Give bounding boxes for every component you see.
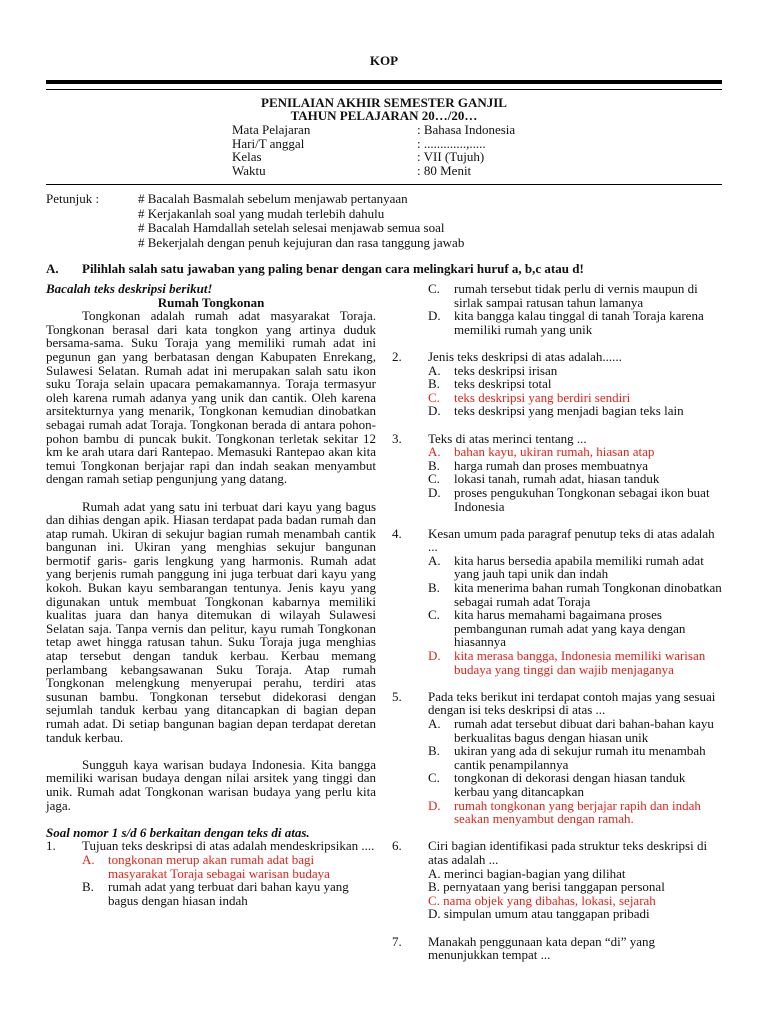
divider [46, 184, 722, 185]
reading-paragraph: Rumah adat yang satu ini terbuat dari kayu yang bagus dan dihias dengan apik. Hiasan terdapat pada badan rumah dan atap rumah. Ukiran di sekujur bagian rumah menambah cantik bangunan ini. Ukiran yang menghias sekujur bangunan bermotif garis- garis lengkung yang harmonis. Rumah adat yang berjenis rumah panggung ini juga terbuat dari kayu yang kokoh. Bukan kayu sembarangan tentunya. Jenis kayu yang digunakan untuk membuat Tongkonan kabarnya memiliki kualitas juara dan hanya ditemukan di wilayah Sulawesi Selatan saja. Tanpa vernis dan pelitur, kayu rumah Tongkonan tetap awet hingga ratusan tahun. Suku Toraja juga menghias atap tersebut dengan tanduk kerbau. Kerbau memang perlambang kebangsawanan Suku Toraja. Atap rumah Tongkonan melengkung menyerupai perahu, terdiri atas susunan bambu. Tongkonan tersebut didekorasi dengan sejumlah tanduk kerbau yang ditancapkan di bagian depan rumah adat. Di setiap bangunan bagian depan terdapat deretan tanduk kerbau. [46, 498, 376, 745]
question-5: 5. Pada teks berikut ini terdapat contoh majas yang sesuai dengan isi teks deskripsi di atas ... A. rumah adat tersebut dibuat dari bahan-bahan kayu berkualitas bagus dengan hiasan unik B. ukiran yang ada di sekujur rumah itu menambah cantik penampilannya C. tongkonan di dekorasi dengan hiasan tanduk kerbau yang ditancapkan D. rumah tongkonan yang berjajar rapih dan indah seakan menyambut dengan ramah. [392, 690, 722, 826]
question-4: 4. Kesan umum pada paragraf penutup teks di atas adalah ... A. kita harus bersedia apabila memiliki rumah adat yang jauh tapi unik dan indah B. kita menerima bahan rumah Tongkonan dinobatkan sebagai rumah adat Toraja C. kita harus memahami bagaimana proses pembangunan rumah adat yang kaya dengan hiasannya D. kita merasa bangga, Indonesia memiliki warisan budaya yang tinggi dan wajib menjaganya [392, 525, 722, 677]
exam-title: PENILAIAN AKHIR SEMESTER GANJIL [261, 95, 507, 110]
option[interactable]: A. kita harus bersedia apabila memiliki rumah adat yang jauh tapi unik dan indah [428, 552, 704, 582]
exam-info [232, 123, 632, 177]
petunjuk-item: # Bacalah Hamdallah setelah selesai menjawab semua soal [138, 220, 445, 235]
question-6: 6. Ciri bagian identifikasi pada struktur teks deskripsi di atas adalah ... A. merinci bagian-bagian yang dilihat B. pernyataan yang berisi tanggapan personal C. nama objek yang dibahas, lokasi, sejarah D. simpulan umum atau tanggapan pribadi [392, 839, 722, 921]
option-correct[interactable]: C. nama objek yang dibahas, lokasi, sejarah [428, 892, 656, 908]
question-7: 7. Manakah penggunaan kata depan “di” yang menunjukkan tempat ... [392, 935, 722, 962]
info-row: Waktu : 80 Menit [232, 162, 472, 178]
question-text: Pada teks berikut ini terdapat contoh majas yang sesuai dengan isi teks deskripsi di atas ... [428, 688, 716, 718]
option[interactable]: C. tongkonan di dekorasi dengan hiasan tanduk kerbau yang ditancapkan [428, 770, 686, 799]
petunjuk-item: # Bacalah Basmalah sebelum menjawab pertanyaan [138, 191, 408, 206]
option-correct[interactable]: C. teks deskripsi yang berdiri sendiri [428, 389, 631, 405]
question-3: 3. Teks di atas merinci tentang ... A. bahan kayu, ukiran rumah, hiasan atap B. harga rumah dan proses membuatnya C. lokasi tanah, rumah adat, hiasan tanduk D. proses pengukuhan Tongkonan sebagai ikon buat Indonesia [392, 432, 722, 514]
info-row: Mata Pelajaran : Bahasa Indonesia [232, 122, 516, 137]
petunjuk-label: Petunjuk : [46, 191, 100, 206]
option[interactable]: A. teks deskripsi irisan [428, 362, 558, 378]
option[interactable]: B. kita menerima bahan rumah Tongkonan dinobatkan sebagai rumah adat Toraja [428, 580, 722, 609]
option-correct[interactable]: A. tongkonan merup akan rumah adat bagi masyarakat Toraja sebagai warisan budaya [82, 851, 330, 881]
question-2: 2. Jenis teks deskripsi di atas adalah...... A. teks deskripsi irisan B. teks deskripsi total C. teks deskripsi yang berdiri sendiri D. teks deskripsi yang menjadi bagian teks lain [392, 350, 722, 418]
question-1-continued [392, 282, 722, 336]
option-correct[interactable]: D. kita merasa bangga, Indonesia memiliki warisan budaya yang tinggi dan wajib menjaganya [428, 648, 706, 677]
kop-header: KOP [369, 53, 399, 68]
left-column [46, 282, 376, 907]
option[interactable]: B. ukiran yang ada di sekujur rumah itu menambah cantik penampilannya [428, 743, 706, 772]
question-text: Kesan umum pada paragraf penutup teks di atas adalah ... [428, 525, 715, 555]
petunjuk-list [138, 192, 738, 250]
reading-title: Rumah Tongkonan [157, 294, 265, 310]
petunjuk-item: # Kerjakanlah soal yang mudah terlebih dahulu [138, 205, 385, 221]
header-rule-thick [46, 80, 722, 84]
petunjuk-item: # Bekerjalah dengan penuh kejujuran dan rasa tanggung jawab [138, 234, 465, 250]
option[interactable]: A. rumah adat tersebut dibuat dari bahan-bahan kayu berkualitas bagus dengan hiasan unik [428, 716, 714, 745]
soal-note: Soal nomor 1 s/d 6 berkaitan dengan teks di atas. [46, 824, 310, 840]
info-row: Kelas : VII (Tujuh) [232, 149, 485, 165]
exam-year: TAHUN PELAJARAN 20…/20… [290, 108, 478, 123]
option[interactable]: B. harga rumah dan proses membuatnya [428, 457, 648, 473]
option[interactable]: D. kita bangga kalau tinggal di tanah Toraja karena memiliki rumah yang unik [428, 308, 704, 337]
question-text: Tujuan teks deskripsi di atas adalah mendeskripsikan .... [82, 838, 375, 854]
question-text: Ciri bagian identifikasi pada struktur teks deskripsi di atas adalah ... [428, 838, 708, 867]
question-text: Manakah penggunaan kata depan “di” yang menunjukkan tempat ... [428, 933, 656, 963]
question-text: Teks di atas merinci tentang ... [428, 430, 587, 446]
option[interactable]: C. kita harus memahami bagaimana proses pembangunan rumah adat yang kaya dengan hiasannya [428, 607, 686, 650]
question-text: Jenis teks deskripsi di atas adalah...... [428, 348, 622, 364]
option[interactable]: D. simpulan umum atau tanggapan pribadi [428, 906, 650, 922]
option[interactable]: B. rumah adat yang terbuat dari bahan kayu yang bagus dengan hiasan indah [82, 879, 349, 908]
option[interactable]: A. merinci bagian-bagian yang dilihat [428, 865, 626, 881]
option-correct[interactable]: D. rumah tongkonan yang berjajar rapih dan indah seakan menyambut dengan ramah. [428, 797, 701, 827]
option[interactable]: D. teks deskripsi yang menjadi bagian teks lain [428, 403, 684, 419]
reading-paragraph: Tongkonan adalah rumah adat masyarakat Toraja. Tongkonan berasal dari kata tongkon yang artinya duduk bersama-sama. Suku Toraja yang memiliki rumah adat ini pegunun gan yang berbatasan dengan Kabupaten Enrekang, Sulawesi Selatan. Rumah adat ini merupakan salah satu ikon suku Toraja selain upacara pemakamannya. Toraja termasyur oleh karena rumah adanya yang unik dan cantik. Oleh karena arsitekturnya yang menarik, Tongkonan kemudian dinobatkan sebagai rumah adat Toraja. Tongkonan berada di antara pohon-pohon bambu di puncak bukit. Tongkonan terletak sekitar 12 km ke arah utara dari Rantepao. Memasuki Rantepao akan kita temui Tongkonan berjajar rapi dan indah seakan menyambut dengan ramah setiap pengunjung yang datang. [46, 308, 376, 487]
option[interactable]: B. teks deskripsi total [428, 376, 552, 392]
right-column [392, 282, 722, 962]
option[interactable]: B. pernyataan yang berisi tanggapan personal [428, 879, 665, 895]
option[interactable]: D. proses pengukuhan Tongkonan sebagai ikon buat Indonesia [428, 484, 710, 514]
reading-paragraph: Sungguh kaya warisan budaya Indonesia. Kita bangga memiliki warisan budaya dengan nilai arsitek yang tinggi dan unik. Rumah adat Tongkonan warisan budaya yang perlu kita jaga. [46, 756, 376, 813]
header-rule-thin [46, 89, 722, 90]
section-a-instruction: A. Pilihlah salah satu jawaban yang paling benar dengan cara melingkari huruf a, b,c atau d! [46, 261, 584, 276]
question-1: 1. Tujuan teks deskripsi di atas adalah mendeskripsikan .... A. tongkonan merup akan rumah adat bagi masyarakat Toraja sebagai warisan budaya B. rumah adat yang terbuat dari bahan kayu yang bagus dengan hiasan indah [46, 838, 375, 908]
option[interactable]: C. lokasi tanah, rumah adat, hiasan tanduk [428, 471, 660, 487]
option[interactable]: C. rumah tersebut tidak perlu di vernis maupun di sirlak sampai ratusan tahun lamanya [428, 281, 698, 310]
info-row: Hari/T anggal : .............,..... [232, 135, 486, 151]
option-correct[interactable]: A. bahan kayu, ukiran rumah, hiasan atap [428, 444, 655, 460]
reading-intro: Bacalah teks deskripsi berikut! [46, 281, 213, 296]
